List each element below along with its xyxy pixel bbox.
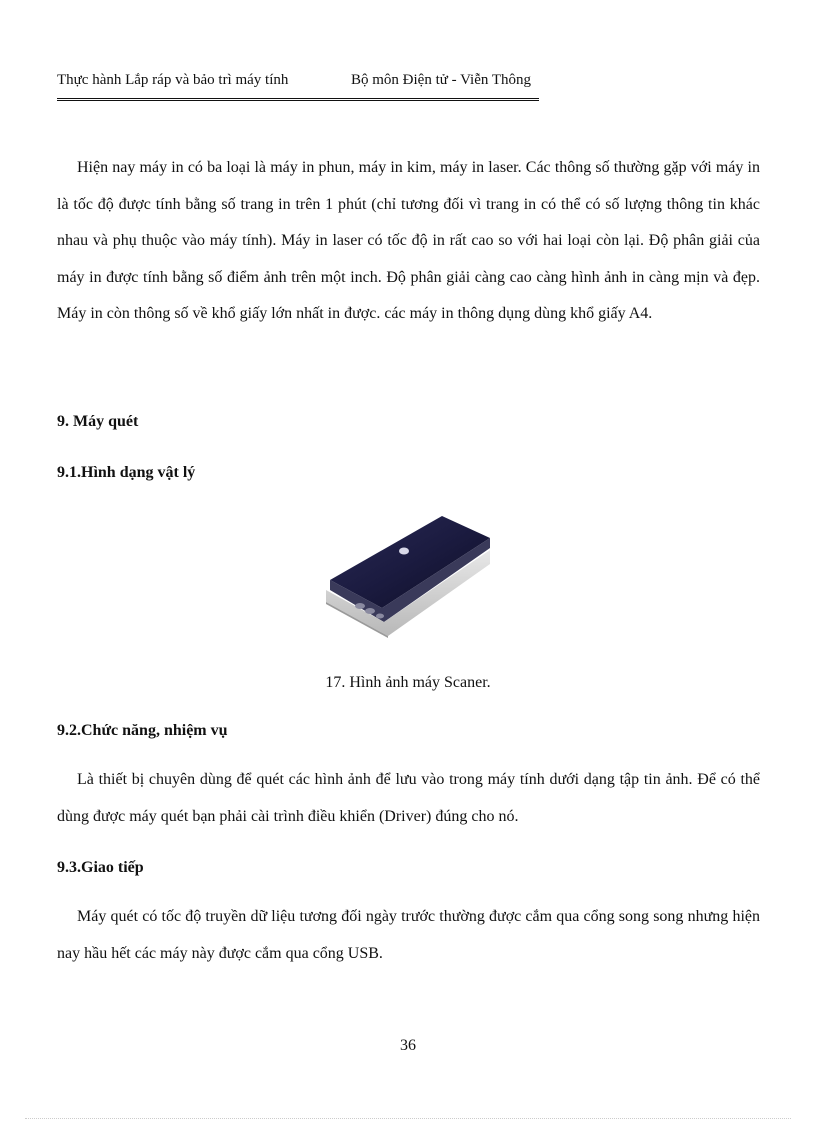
scanner-image — [322, 508, 492, 640]
section-title: 9. Máy quét — [57, 413, 139, 430]
header-department: Bộ môn Điện tử - Viễn Thông — [351, 72, 531, 88]
page-bottom-edge — [25, 1118, 791, 1119]
header-course-title: Thực hành Lắp ráp và bảo trì máy tính — [57, 72, 289, 88]
page-number: 36 — [400, 1037, 416, 1054]
page-header — [57, 72, 539, 94]
function-paragraph: Là thiết bị chuyên dùng để quét các hình ảnh để lưu vào trong máy tính dưới dạng tập tin ảnh. Để có thể dùng được máy quét bạn phải cài trình điều khiển (Driver) đúng cho nó. — [57, 771, 760, 825]
intro-paragraph: Hiện nay máy in có ba loại là máy in phun, máy in kim, máy in laser. Các thông số thường gặp với máy in là tốc độ được tính bằng số trang in trên 1 phút (chỉ tương đối vì trang in có thể có số lượng thông tin khác nhau và phụ thuộc vào máy tính). Máy in laser có tốc độ in rất cao so với hai loại còn lại. Độ phân giải của máy in được tính bằng số điểm ảnh trên một inch. Độ phân giải càng cao càng hình ảnh in càng mịn và đẹp. Máy in còn thông số về khổ giấy lớn nhất in được. các máy in thông dụng dùng khổ giấy A4. — [57, 159, 760, 322]
subsection-physical-shape-title: 9.1.Hình dạng vật lý — [57, 464, 196, 481]
subsection-interface-title: 9.3.Giao tiếp — [57, 859, 144, 876]
figure-caption: 17. Hình ảnh máy Scaner. — [325, 674, 491, 691]
subsection-function-title: 9.2.Chức năng, nhiệm vụ — [57, 722, 228, 739]
header-divider — [57, 98, 539, 101]
interface-paragraph: Máy quét có tốc độ truyền dữ liệu tương đối ngày trước thường được cắm qua cổng song song nhưng hiện nay hầu hết các máy này được cắm qua cổng USB. — [57, 908, 760, 962]
